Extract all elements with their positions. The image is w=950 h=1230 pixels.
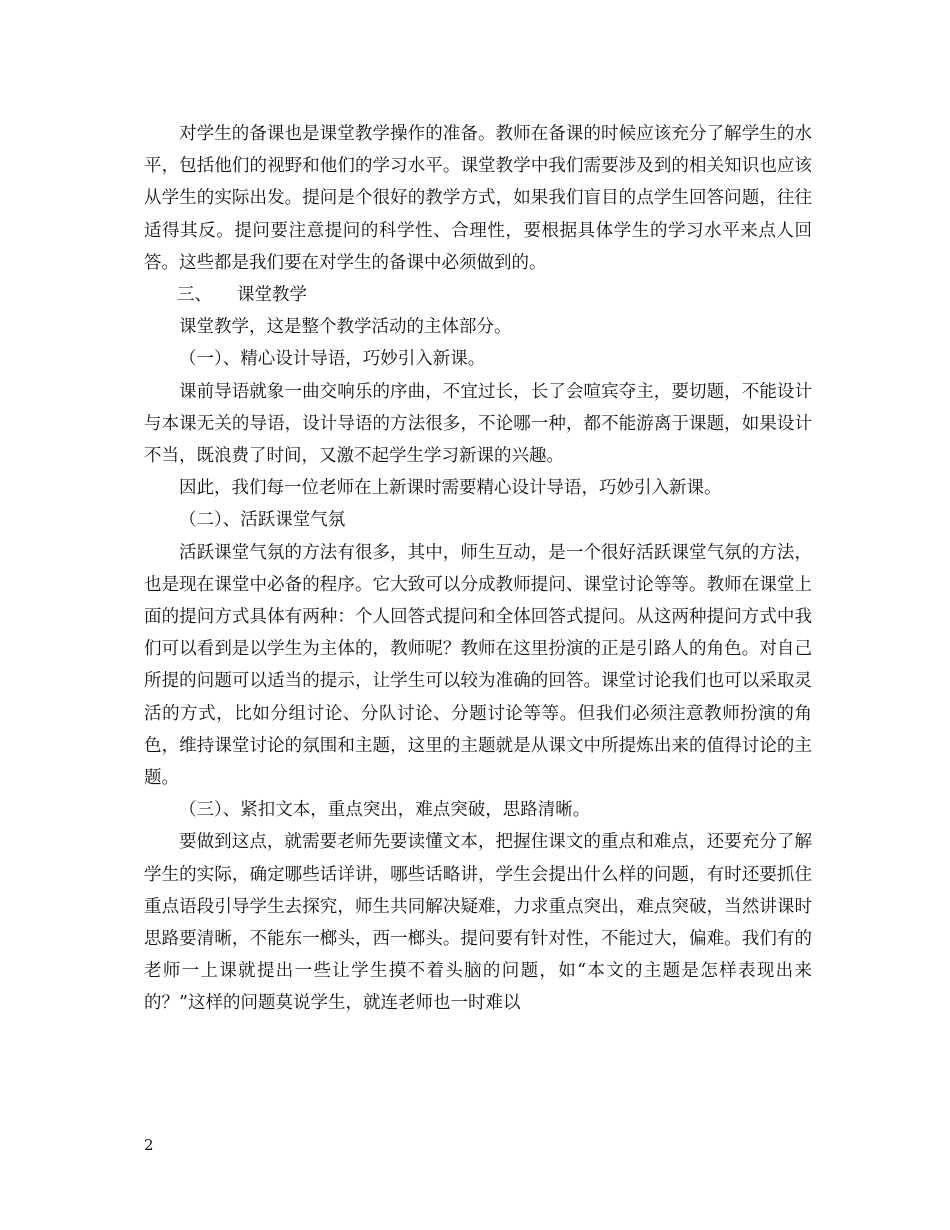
subheading-2: （二）、活跃课堂气氛 <box>179 510 346 531</box>
subheading-3: （三）、紧扣文本，重点突出，难点突破，思路清晰。 <box>179 800 591 821</box>
subheading-1: （一）、精心设计导语，巧妙引入新课。 <box>179 349 486 370</box>
paragraph-text-focus: 要做到这点，就需要老师先要读懂文本，把握住课文的重点和难点，还要充分了解学生的实际，确定哪些话详讲，哪些话略讲，学生会提出什么样的问题，有时还要抓住重点语段引导学生去探究，师生共同解决疑难，力求重点突出，难点突破，当然讲课时思路要清晰，不能东一榔头，西一榔头。提问要有针对性，不能过大，偏难。我们有的老师一上课就提出一些让学生摸不着头脑的问题，如“本文的主题是怎样表现出来的？”这样的问题莫说学生，就连老师也一时难以 <box>144 832 812 1014</box>
document-body <box>144 118 812 1020</box>
paragraph-lead-in: 课前导语就象一曲交响乐的序曲，不宜过长，长了会喧宾夺主，要切题，不能设计与本课无关的导语，设计导语的方法很多，不论哪一种，都不能游离于课题，如果设计不当，既浪费了时间，又激不起学生学习新课的兴趣。 <box>144 381 812 467</box>
paragraph-therefore: 因此，我们每一位老师在上新课时需要精心设计导语，巧妙引入新课。 <box>179 478 722 499</box>
section-heading-classroom-teaching <box>144 279 812 311</box>
paragraph-intro: 课堂教学，这是整个教学活动的主体部分。 <box>179 317 512 338</box>
section-title: 课堂教学 <box>237 285 307 306</box>
paragraph-lesson-prep: 对学生的备课也是课堂教学操作的准备。教师在备课的时候应该充分了解学生的水平，包括他们的视野和他们的学习水平。课堂教学中我们需要涉及到的相关知识也应该从学生的实际出发。提问是个很好的教学方式，如果我们盲目的点学生回答问题，往往适得其反。提问要注意提问的科学性、合理性，要根据具体学生的学习水平来点人回答。这些都是我们要在对学生的备课中必须做到的。 <box>144 124 812 273</box>
section-number: 三、 <box>177 285 212 306</box>
paragraph-atmosphere: 活跃课堂气氛的方法有很多，其中，师生互动，是一个很好活跃课堂气氛的方法，也是现在课堂中必备的程序。它大致可以分成教师提问、课堂讨论等等。教师在课堂上面的提问方式具体有两种：个人回答式提问和全体回答式提问。从这两种提问方式中我们可以看到是以学生为主体的，教师呢？教师在这里扮演的正是引路人的角色。对自己所提的问题可以适当的提示，让学生可以较为准确的回答。课堂讨论我们也可以采取灵活的方式，比如分组讨论、分队讨论、分题讨论等等。但我们必须注意教师扮演的角色，维持课堂讨论的氛围和主题，这里的主题就是从课文中所提炼出来的值得讨论的主题。 <box>144 542 812 789</box>
page-number: 2 <box>144 1136 154 1154</box>
